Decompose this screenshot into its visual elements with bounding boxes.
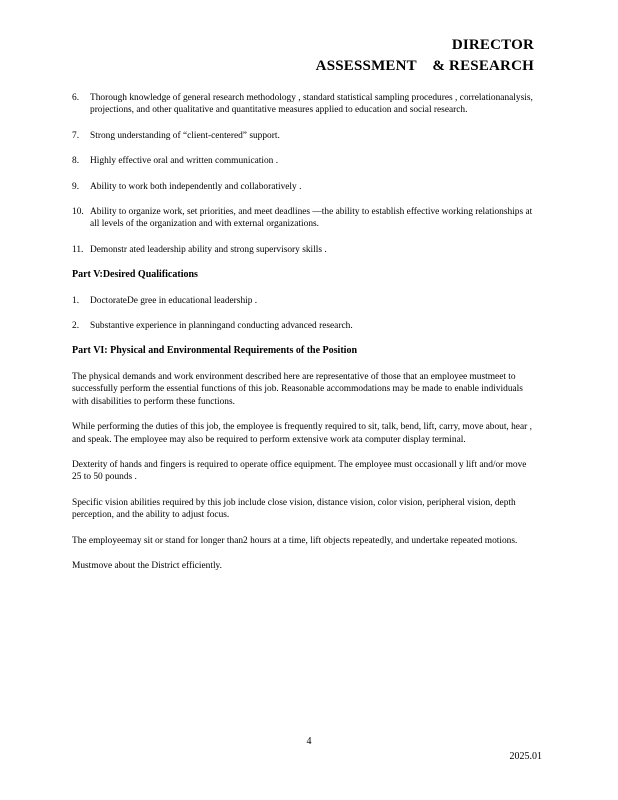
list-number: 10. [72, 207, 84, 218]
list-item [72, 92, 538, 117]
paragraph-sit-stand: The employeemay sit or stand for longer than2 hours at a time, lift objects repeatedly, and undertake repeated motions. [72, 535, 518, 546]
list-item [72, 181, 538, 193]
list-item [72, 295, 538, 307]
paragraph-duties: While performing the duties of this job, the employee is frequently required to sit, talk, bend, lift, carry, move about, hear , and speak. The employee may also be required to perform extensive work ata computer display terminal. [72, 422, 532, 445]
list-item-text: Demonstr ated leadership ability and strong supervisory skills . [90, 244, 327, 255]
list-item [72, 155, 538, 167]
list-item-text: Substantive experience in planningand conducting advanced research. [90, 321, 353, 332]
list-number: 7. [72, 130, 80, 141]
document-version: 2025.01 [509, 751, 542, 762]
list-item [72, 244, 538, 256]
list-item [72, 130, 538, 142]
paragraph-move-district: Mustmove about the District efficiently. [72, 560, 222, 571]
document-body [72, 92, 538, 585]
section-heading-part-6: Part VI: Physical and Environmental Requirements of the Position [72, 345, 358, 357]
desired-qualifications-list [72, 295, 538, 333]
list-number: 8. [72, 156, 80, 167]
list-item-text: Thorough knowledge of general research methodology , standard statistical sampling procedures , correlationanalysis, projections, and other qualitative and quantitative measures applied to education and social research. [90, 93, 533, 116]
page-number: 4 [306, 736, 312, 747]
list-number: 1. [72, 295, 80, 306]
paragraph-dexterity: Dexterity of hands and fingers is required to operate office equipment. The employee must occasionall y lift and/or move 25 to 50 pounds . [72, 459, 527, 483]
section-heading-part-5: Part V:Desired Qualifications [72, 269, 198, 281]
paragraph-vision: Specific vision abilities required by this job include close vision, distance vision, color vision, peripheral vision, depth perception, and the ability to adjust focus. [72, 497, 516, 521]
list-item-text: Highly effective oral and written communication . [90, 156, 279, 167]
list-item-text: Strong understanding of “client-centered” support. [90, 130, 280, 141]
list-item-text: DoctorateDe gree in educational leadership . [90, 295, 258, 306]
list-number: 9. [72, 181, 80, 192]
document-title-line-1: DIRECTOR [451, 37, 534, 53]
list-item [72, 320, 538, 332]
paragraph-physical-demands: The physical demands and work environment described here are representative of those that an employee mustmeet to successfully perform the essential functions of this job. Reasonable accommodations may be made to enable individuals with disabilities to perform these functions. [72, 371, 523, 407]
list-number: 2. [72, 321, 80, 332]
list-number: 11. [72, 244, 84, 255]
list-item-text: Ability to organize work, set priorities, and meet deadlines —the ability to establish effective working relationships at all levels of the organization and with external organizations. [90, 207, 533, 230]
list-item-text: Ability to work both independently and collaboratively . [90, 181, 302, 192]
list-number: 6. [72, 93, 80, 103]
knowledge-skills-list [72, 92, 538, 256]
list-item [72, 206, 538, 231]
document-title-line-2: ASSESSMENT & RESEARCH [315, 58, 534, 74]
